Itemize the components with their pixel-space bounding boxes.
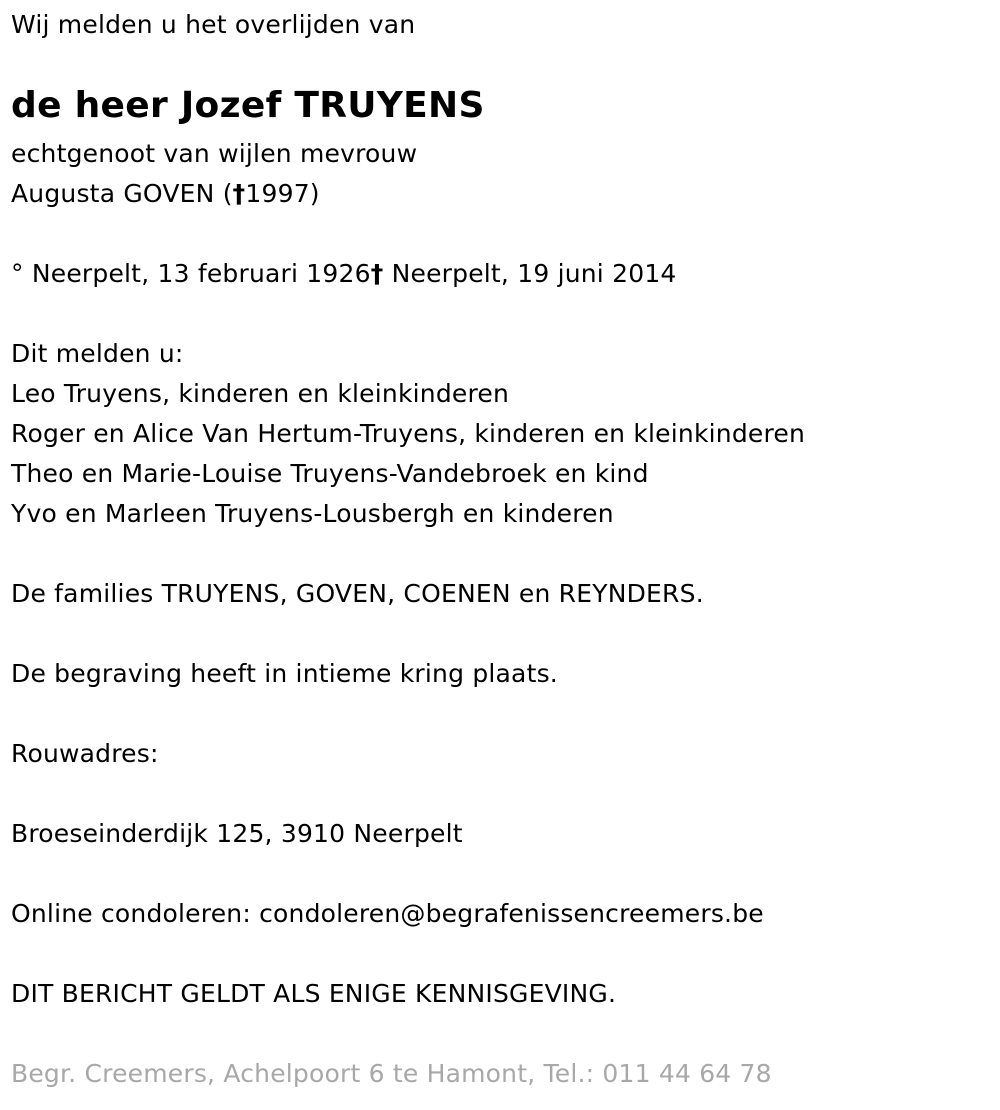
family-member: Theo en Marie-Louise Truyens-Vandebroek en kind [11,459,649,488]
families-line: De families TRUYENS, GOVEN, COENEN en REYNDERS. [11,579,704,608]
family-member: Yvo en Marleen Truyens-Lousbergh en kinderen [11,499,614,528]
address-label: Rouwadres: [11,739,159,768]
spouse-name: Augusta GOVEN ( [11,179,233,208]
official-notice: DIT BERICHT GELDT ALS ENIGE KENNISGEVING. [11,979,617,1008]
funeral-home-footer: Begr. Creemers, Achelpoort 6 te Hamont, Tel.: 011 44 64 78 [11,1059,772,1088]
deceased-name: de heer Jozef TRUYENS [11,85,485,126]
address: Broeseinderdijk 125, 3910 Neerpelt [11,819,463,848]
birth-info: Neerpelt, 13 februari 1926 [23,259,371,288]
birth-death-line [11,259,677,289]
spouse-line-1: echtgenoot van wijlen mevrouw [11,139,418,168]
spouse-death-year: 1997) [245,179,320,208]
family-member: Leo Truyens, kinderen en kleinkinderen [11,379,510,408]
spouse-line-2 [11,179,320,209]
condolence-line: Online condoleren: condoleren@begrafenissencreemers.be [11,899,764,928]
family-intro: Dit melden u: [11,339,184,368]
family-member: Roger en Alice Van Hertum-Truyens, kinderen en kleinkinderen [11,419,806,448]
intro-text: Wij melden u het overlijden van [11,10,416,39]
death-info: Neerpelt, 19 juni 2014 [383,259,677,288]
burial-line: De begraving heeft in intieme kring plaats. [11,659,558,688]
cross-icon: † [370,259,384,288]
birth-mark-icon: ° [11,259,24,288]
cross-icon: † [232,179,246,208]
